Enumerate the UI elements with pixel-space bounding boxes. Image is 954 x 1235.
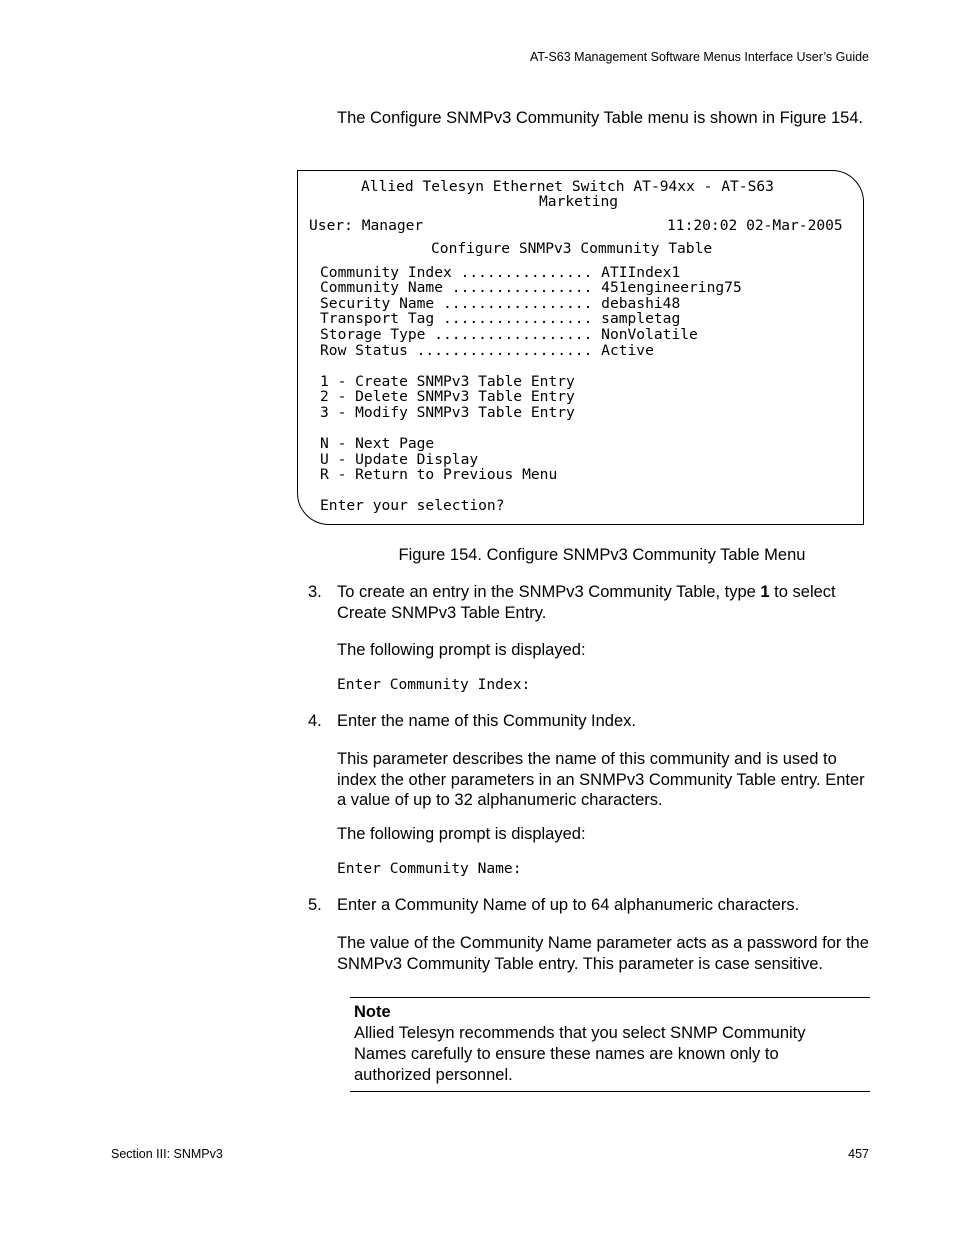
menu-option-next-page: N - Next Page	[320, 435, 435, 452]
field-community-index: Community Index ............... ATIIndex1	[320, 264, 681, 281]
step-4-description: This parameter describes the name of this community and is used to index the other parameters in an SNMPv3 Community Table entry. Enter a value of up to 32 alphanumeric characters.	[337, 750, 865, 809]
terminal-prompt: Enter your selection?	[320, 497, 505, 514]
note-title: Note	[354, 1003, 391, 1021]
note-box	[350, 997, 870, 1092]
step-3-following: The following prompt is displayed:	[337, 641, 586, 659]
field-community-name: Community Name ................ 451engineering75	[320, 279, 742, 296]
intro-paragraph: The Configure SNMPv3 Community Table menu is shown in Figure 154.	[337, 109, 864, 127]
figure-caption: Figure 154. Configure SNMPv3 Community Table Menu	[398, 546, 806, 564]
footer-page-number: 457	[848, 1147, 869, 1161]
step-4-number: 4.	[308, 712, 322, 730]
running-header: AT-S63 Management Software Menus Interface User’s Guide	[529, 50, 869, 64]
step-5-number: 5.	[308, 896, 322, 914]
step-3-key: 1	[760, 583, 770, 601]
footer-section: Section III: SNMPv3	[111, 1147, 223, 1161]
step-3-prompt: Enter Community Index:	[337, 676, 531, 693]
step-4-following: The following prompt is displayed:	[337, 825, 586, 843]
field-storage-type: Storage Type .................. NonVolatile	[320, 326, 698, 343]
terminal-subtitle: Marketing	[539, 193, 619, 210]
menu-option-delete: 2 - Delete SNMPv3 Table Entry	[320, 388, 575, 405]
step-3-number: 3.	[308, 583, 322, 601]
step-4-prompt: Enter Community Name:	[337, 860, 522, 877]
note-text: Allied Telesyn recommends that you select SNMP Community Names carefully to ensure these names are known only to authorized personnel.	[354, 1024, 806, 1084]
step-3-text-post: to select Create SNMPv3 Table Entry.	[337, 583, 836, 622]
terminal-user: User: Manager	[309, 217, 424, 234]
menu-option-create: 1 - Create SNMPv3 Table Entry	[320, 373, 575, 390]
menu-option-return: R - Return to Previous Menu	[320, 466, 558, 483]
terminal-datetime: 11:20:02 02-Mar-2005	[667, 217, 843, 234]
terminal-title: Allied Telesyn Ethernet Switch AT-94xx - AT-S63	[361, 178, 774, 195]
field-security-name: Security Name ................. debashi48	[320, 295, 681, 312]
step-3-text-pre: To create an entry in the SNMPv3 Community Table, type	[337, 583, 761, 601]
menu-option-update-display: U - Update Display	[320, 451, 479, 468]
terminal-screen	[297, 170, 864, 525]
step-5-text: Enter a Community Name of up to 64 alphanumeric characters.	[337, 896, 800, 914]
field-row-status: Row Status .................... Active	[320, 342, 654, 359]
menu-option-modify: 3 - Modify SNMPv3 Table Entry	[320, 404, 575, 421]
step-5-description: The value of the Community Name parameter acts as a password for the SNMPv3 Community Table entry. This parameter is case sensitive.	[337, 934, 869, 973]
step-3-text	[337, 582, 872, 623]
terminal-menu-title: Configure SNMPv3 Community Table	[431, 240, 713, 257]
step-4-text: Enter the name of this Community Index.	[337, 712, 636, 730]
field-transport-tag: Transport Tag ................. sampletag	[320, 310, 681, 327]
